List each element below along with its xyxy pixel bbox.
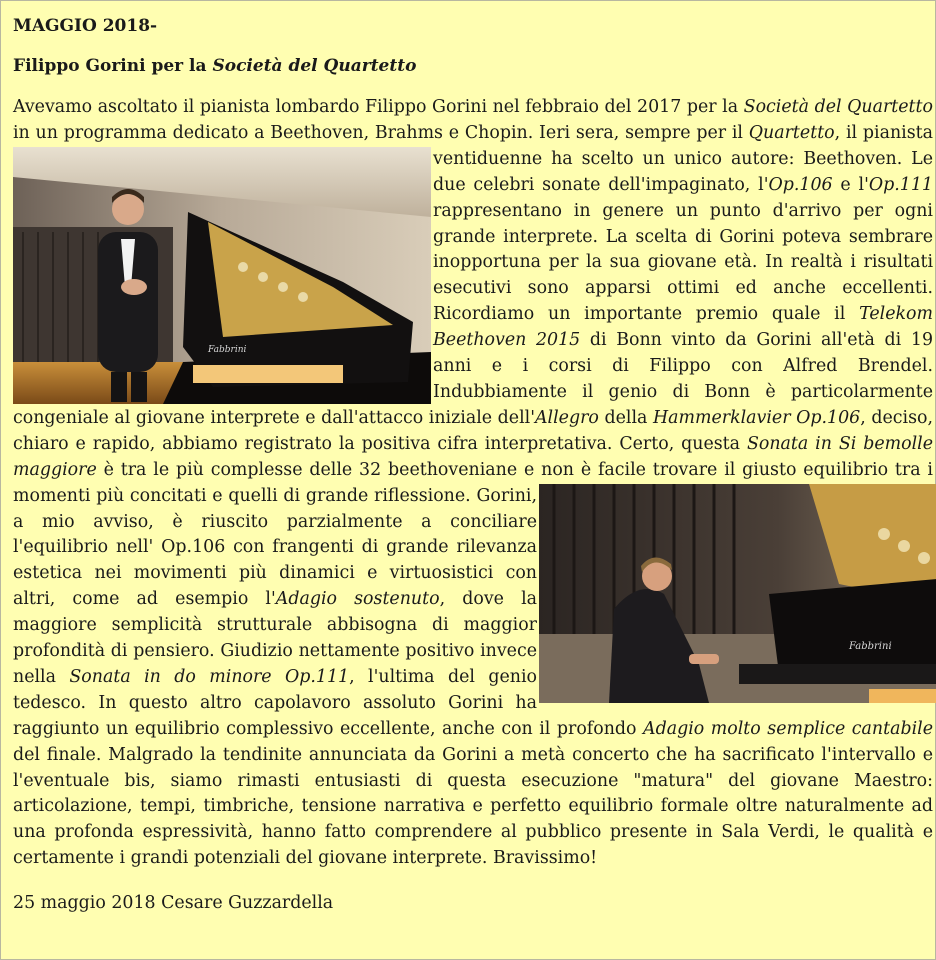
title-prefix: Filippo Gorini per la: [13, 56, 213, 76]
article-body: Fabbrini Avevamo ascoltato il pianista lombardo Filippo Gorini nel febbraio del 2017 per la Società del Quartetto in un programma dedicato a Beethoven, Brahms e Chopin. Ieri sera, sempre per il Quartetto, il pianista ventiduenne ha scelto un unico autore: Beethoven. Le due celebri sonate dell'impaginato, l'Op.106 e l'Op.111 rappresentano in genere un punto d'arrivo per ogni grande interprete. La scelta di Gorini poteva sembrare inopportuna per la sua giovane età. In realtà i risultati esecutivi sono apparsi ottimi ed anche eccellenti. Ricordiamo un importante premio quale il Telekom Beethoven 2015 di Bonn vinto da Gorini all'età di 19 anni e i corsi di Filippo con Alfred Brendel. Indubbiamente il genio di Bonn è particolarmente congeniale al giovane interprete e dall'attacco iniziale dell'Allegro della Hammerklavier Op.106, deciso, chiaro e rapido, abbiamo registrato la positiva cifra interpretativa. Certo, questa Sonata in Si bemolle maggiore è tra le più complesse delle 32 beethoveniane e non è facile trovare il giusto equilibrio tra i momenti più concitati e quelli di grande Fabbrini riflessione. Gorini, a mio avviso, è riuscito parzialmente a conciliare l'equilibrio nell' Op.106 con frangenti di grande rilevanza estetica nei movimenti più dinamici e virtuosistici con altri, come ad esempio l'Adagio sostenuto, dove la maggiore semplicità strutturale abbisogna di maggior profondità di pensiero. Giudizio nettamente positivo invece nella Sonata in do minore Op.111, l'ultima del genio tedesco. In questo altro capolavoro assoluto Gorini ha raggiunto un equilibrio complessivo eccellente, anche con il profondo Adagio molto semplice cantabile del finale. Malgrado la tendinite annunciata da Gorini a metà concerto che ha sacrificato l'intervallo e l'eventuale bis, siamo rimasti entusiasti di questa esecuzione "matura" del giovane Maestro: articolazione, tempi, timbriche, tensione narrativa e perfetto equilibrio formale oltre naturalmente ad una profonda espressività, hanno fatto comprendere al pubblico presente in Sala Verdi, le qualità e certamente i grandi potenziali del giovane interprete. Bravissimo!: [13, 95, 933, 872]
piano-brand-label-1: Fabbrini: [208, 345, 247, 355]
photo-pianist-standing: [13, 147, 431, 404]
photo-pianist-playing: [539, 484, 936, 703]
signature-line: 25 maggio 2018 Cesare Guzzardella: [13, 893, 334, 914]
title-italic: Società del Quartetto: [212, 56, 417, 76]
piano-brand-label-2: Fabbrini: [849, 640, 892, 652]
article-page: [13, 14, 933, 915]
date-heading: MAGGIO 2018-: [13, 16, 158, 36]
article-title: [13, 54, 933, 78]
